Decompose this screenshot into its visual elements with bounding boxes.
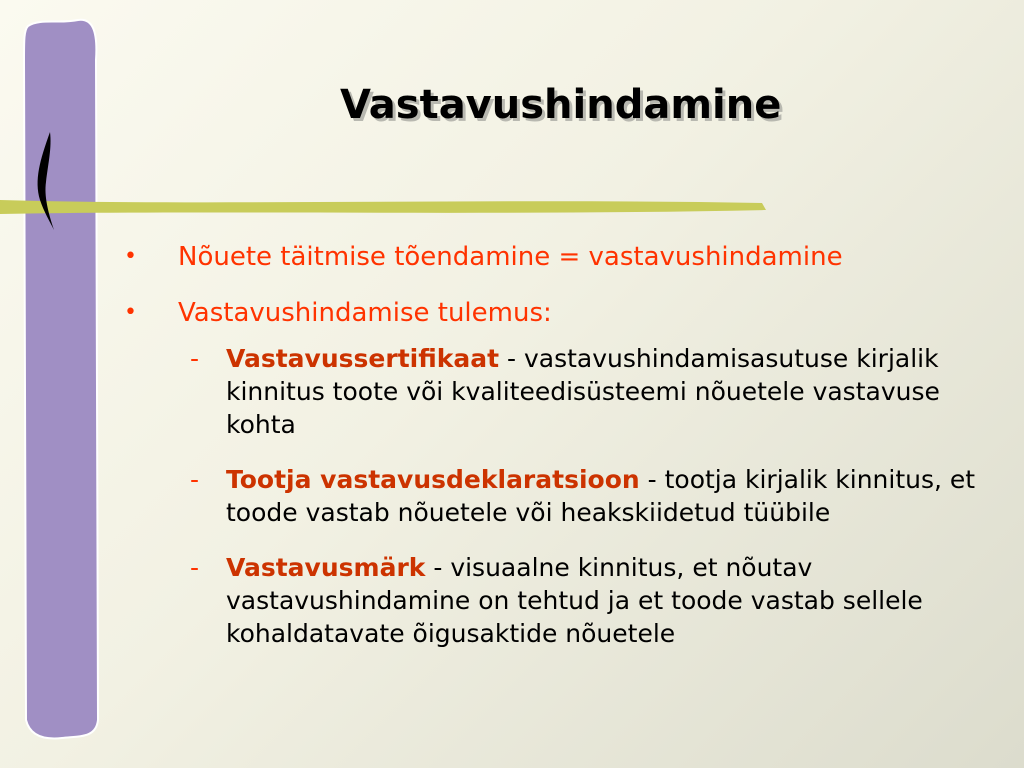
sub-marker: - (190, 553, 200, 582)
term-label: Tootja vastavusdeklaratsioon (226, 465, 640, 494)
term-definition: - tootja kirjalik kinnitus, et toode vastab nõuetele või heakskiidetud tüübile (226, 465, 976, 527)
bullet-text: Vastavushindamise tulemus: (178, 298, 552, 328)
sub-marker: - (190, 344, 200, 373)
sub-item (120, 551, 980, 650)
green-horizontal-line (0, 200, 766, 214)
sub-item (120, 463, 980, 529)
sub-item (120, 342, 980, 441)
purple-vertical-bar (24, 20, 98, 739)
term-definition: - vastavushindamisasutuse kirjalik kinnitus toote või kvaliteedisüsteemi nõuetele vastavuse kohta (226, 344, 940, 439)
slide-title: Vastavushindamine (340, 82, 782, 128)
bullet-item (120, 240, 980, 274)
bullet-text: Nõuete täitmise tõendamine = vastavushindamine (178, 242, 843, 272)
slide-content (120, 240, 980, 672)
bullet-marker: • (124, 244, 137, 269)
bullet-item (120, 296, 980, 330)
term-label: Vastavussertifikaat (226, 344, 500, 373)
term-definition: - visuaalne kinnitus, et nõutav vastavushindamine on tehtud ja et toode vastab sellele kohaldatavate õigusaktide nõuetele (226, 553, 923, 648)
sub-marker: - (190, 465, 200, 494)
sub-list (120, 342, 980, 650)
bullet-marker: • (124, 300, 137, 325)
term-label: Vastavusmärk (226, 553, 426, 582)
